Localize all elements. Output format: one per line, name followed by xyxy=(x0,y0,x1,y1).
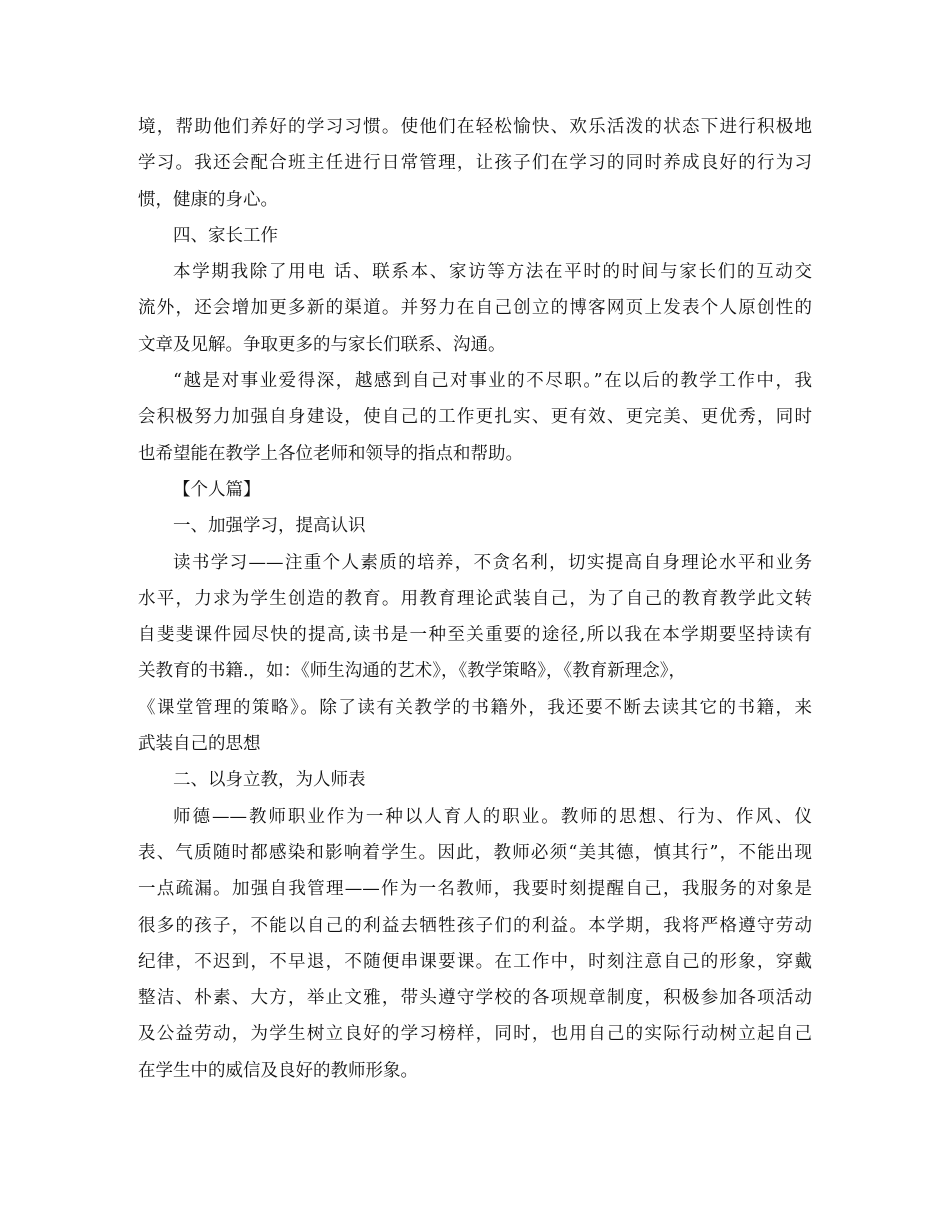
text-line: 会积极努力加强自身建设，使自己的工作更扎实、更有效、更完美、更优秀，同时 xyxy=(138,407,812,428)
text-line: 一点疏漏。加强自我管理——作为一名教师，我要时刻提醒自己，我服务的对象是 xyxy=(138,879,812,900)
section-personal: 【个人篇】 xyxy=(173,479,261,500)
text-line: 学习。我还会配合班主任进行日常管理，让孩子们在学习的同时养成良好的行为习 xyxy=(138,153,812,174)
text-line: 关教育的书籍.，如：《师生沟通的艺术》，《教学策略》，《教育新理念》， xyxy=(138,661,687,682)
text-line: 自斐斐课件园尽快的提高,读书是一种至关重要的途径,所以我在本学期要坚持读有 xyxy=(138,625,812,646)
text-line: 表、气质随时都感染和影响着学生。因此，教师必须“美其德，慎其行”，不能出现 xyxy=(138,842,812,863)
text-line: 在学生中的威信及良好的教师形象。 xyxy=(138,1060,418,1081)
text-line: 整洁、朴素、大方，举止文雅，带头遵守学校的各项规章制度，积极参加各项活动 xyxy=(138,988,812,1009)
text-line: 境，帮助他们养好的学习习惯。使他们在轻松愉快、欢乐活泼的状态下进行积极地 xyxy=(138,117,812,137)
heading-lead-by-example: 二、以身立教，为人师表 xyxy=(173,770,366,791)
heading-family-work: 四、家长工作 xyxy=(173,225,278,246)
paragraph-family-communication xyxy=(138,254,812,363)
text-line: 读书学习——注重个人素质的培养，不贪名利，切实提高自身理论水平和业务 xyxy=(173,552,812,573)
text-line: 本学期我除了用电 话、联系本、家访等方法在平时的时间与家长们的互动交 xyxy=(173,262,812,283)
text-line: “越是对事业爱得深，越感到自己对事业的不尽职。”在以后的教学工作中，我 xyxy=(173,371,812,392)
text-line: 及公益劳动，为学生树立良好的学习榜样，同时，也用自己的实际行动树立起自己 xyxy=(138,1024,812,1045)
text-line: 武装自己的思想 xyxy=(138,734,261,755)
text-line: 纪律，不迟到，不早退，不随便串课要课。在工作中，时刻注意自己的形象，穿戴 xyxy=(138,951,812,972)
heading-strengthen-study: 一、加强学习，提高认识 xyxy=(173,516,366,537)
text-line: 也希望能在教学上各位老师和领导的指点和帮助。 xyxy=(138,443,523,464)
paragraph-teacher-ethics xyxy=(138,799,812,1089)
document-body xyxy=(138,109,812,1089)
text-line: 《课堂管理的策略》。除了读有关教学的书籍外，我还要不断去读其它的书籍，来 xyxy=(138,697,812,718)
paragraph-teaching-commitment xyxy=(138,363,812,472)
paragraph-student-habits xyxy=(138,109,812,218)
text-line: 很多的孩子，不能以自己的利益去牺牲孩子们的利益。本学期，我将严格遵守劳动 xyxy=(138,915,812,936)
text-line: 惯，健康的身心。 xyxy=(138,189,278,210)
text-line: 师德——教师职业作为一种以人育人的职业。教师的思想、行为、作风、仪 xyxy=(173,806,812,827)
paragraph-reading-study xyxy=(138,545,812,763)
text-line: 水平，力求为学生创造的教育。用教育理论武装自己，为了自己的教育教学此文转 xyxy=(138,588,812,609)
text-line: 文章及见解。争取更多的与家长们联系、沟通。 xyxy=(138,334,506,355)
text-line: 流外，还会增加更多新的渠道。并努力在自己创立的博客网页上发表个人原创性的 xyxy=(138,298,812,319)
